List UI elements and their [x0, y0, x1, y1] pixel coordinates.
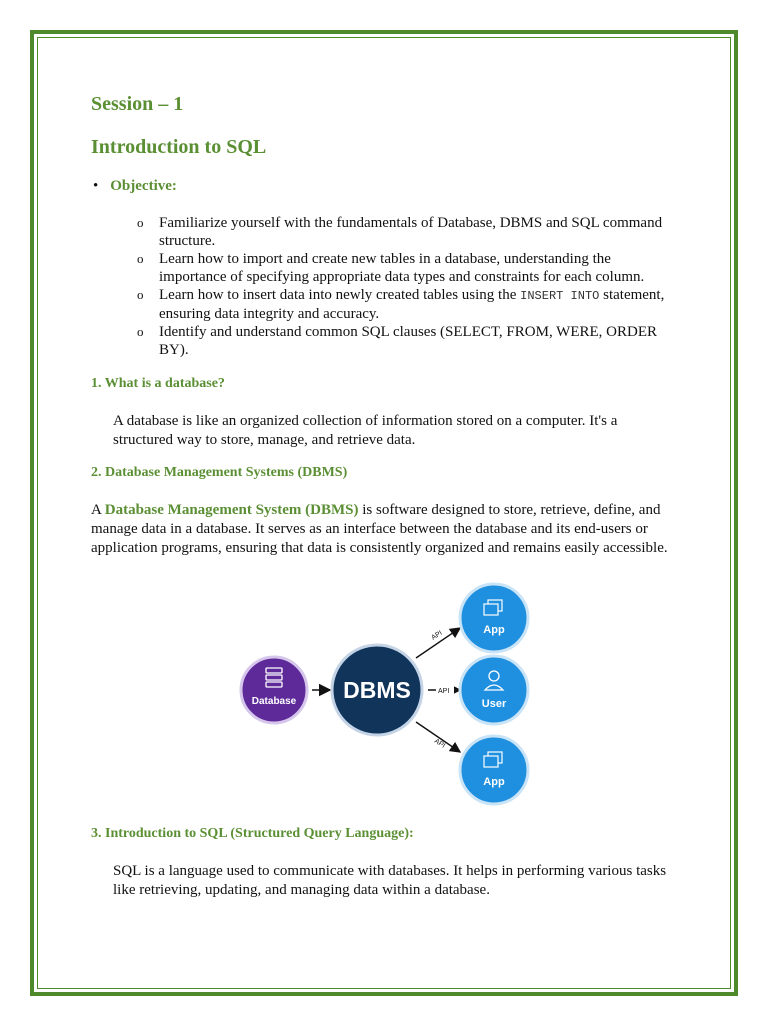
main-title: Introduction to SQL — [91, 136, 267, 158]
section-3-heading: 3. Introduction to SQL (Structured Query Language): — [91, 826, 414, 841]
dbms-label: DBMS — [343, 677, 411, 703]
objective-heading — [93, 178, 177, 195]
dbms-to-app-bottom-arrow — [416, 722, 460, 752]
dbms-highlight: Database Management System (DBMS) — [104, 502, 359, 518]
objective-item3-before: Learn how to insert data into newly created tables using the — [159, 287, 517, 303]
objective-item3-after: statement, ensuring data integrity and accuracy. — [159, 287, 665, 322]
user-label: User — [481, 698, 507, 710]
section-2-heading: 2. Database Management Systems (DBMS) — [91, 465, 348, 480]
bullet-icon: • — [93, 178, 99, 194]
api-label-bottom: API — [432, 737, 447, 750]
session-title: Session – 1 — [91, 93, 184, 115]
objective-item: o Familiarize yourself with the fundamentals of Database, DBMS and SQL command structure. — [137, 214, 682, 250]
api-label-middle: API — [438, 688, 450, 695]
objective-item: o Learn how to import and create new tables in a database, understanding the importance of specifying appropriate data types and constraints for each column. — [137, 250, 682, 286]
section-1-heading: 1. What is a database? — [91, 376, 225, 391]
app-node-top — [460, 584, 528, 652]
app-label-bottom: App — [483, 776, 505, 788]
insert-into-code: INSERT INTO — [520, 289, 600, 303]
objective-item: o Identify and understand common SQL clauses (SELECT, FROM, WERE, ORDER BY). — [137, 323, 682, 359]
section-2-prefix: A — [91, 502, 102, 518]
dbms-diagram — [236, 580, 536, 810]
section-3-text: SQL is a language used to communicate with databases. It helps in performing various tasks like retrieving, updating, and managing data within a database. — [113, 863, 667, 898]
section-2-body: is software designed to store, retrieve, define, and manage data in a database. It serves as an interface between the database and its end-users or application programs, ensuring that data is consistently organized and remains easily accessible. — [91, 502, 668, 556]
objective-label: Objective: — [110, 178, 177, 194]
database-label: Database — [251, 696, 297, 707]
app-node-bottom — [460, 736, 528, 804]
section-2-text — [91, 501, 681, 558]
app-label-top: App — [483, 624, 505, 636]
objective-list — [137, 214, 682, 359]
database-node — [241, 657, 307, 723]
section-1-text: A database is like an organized collection of information stored on a computer. It's a structured way to store, manage, and retrieve data. — [113, 413, 618, 448]
api-label-top: API — [430, 629, 444, 642]
objective-item — [137, 286, 682, 323]
